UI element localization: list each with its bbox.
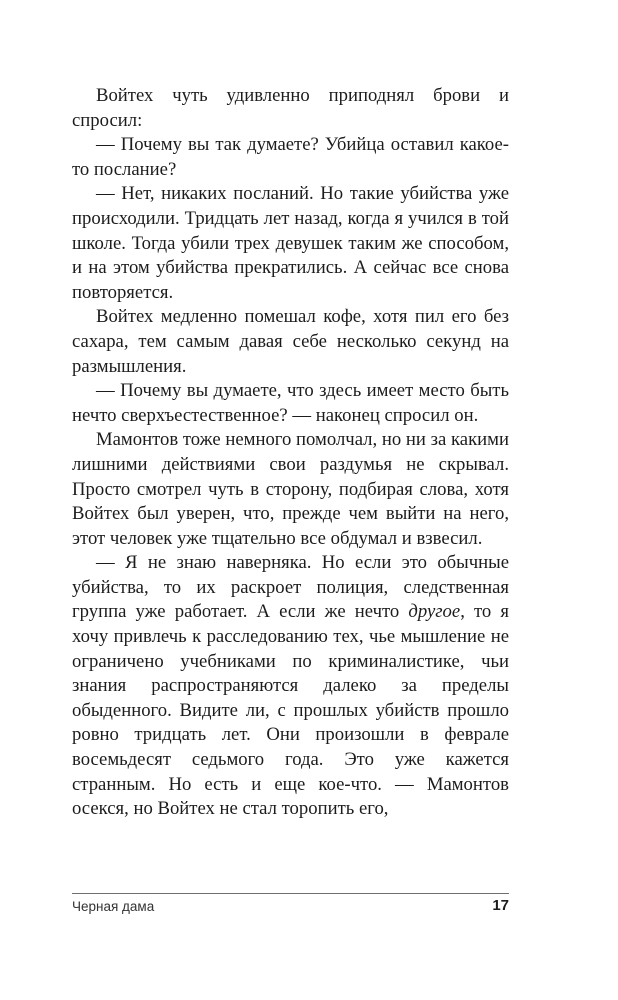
- paragraph: Войтех чуть удивленно приподнял брови и спросил:: [72, 85, 509, 131]
- paragraph-text: , то я хочу привлечь к расследованию тех, чье мышление не ограничено учебниками по криминалистике, чьи знания распространяются далеко за пределы обыденного. Видите ли, с прошлых убийств прошло ровно тридцать лет. Они произошли в феврале восемьдесят седьмого года. Это уже кажется странным. Но есть и еще кое-что. — Мамонтов осекся, но Войтех не стал торопить его,: [72, 601, 509, 820]
- paragraph-text: — Я не знаю наверняка. Но если это обычные убийства, то их раскроет полиция, следственная группа уже работает. А если же нечто: [72, 552, 509, 623]
- paragraph: [72, 551, 509, 822]
- running-footer-title: Черная дама: [72, 899, 155, 914]
- footer-divider: [72, 893, 509, 894]
- italic-word: другое: [408, 601, 461, 623]
- paragraph: — Нет, никаких посланий. Но такие убийства уже происходили. Тридцать лет назад, когда я учился в той школе. Тогда убили трех девушек таким же способом, и на этом убийства прекратились. А сейчас все снова повторяется.: [72, 183, 509, 303]
- paragraph: — Почему вы так думаете? Убийца оставил какое-то послание?: [72, 134, 509, 180]
- body-text: [72, 84, 509, 822]
- paragraph: — Почему вы думаете, что здесь имеет место быть нечто сверхъестественное? — наконец спросил он.: [72, 380, 509, 426]
- paragraph: Войтех медленно помешал кофе, хотя пил его без сахара, тем самым давая себе несколько секунд на размышления.: [72, 306, 509, 377]
- paragraph: Мамонтов тоже немного помолчал, но ни за какими лишними действиями свои раздумья не скрывал. Просто смотрел чуть в сторону, подбирая слова, хотя Войтех был уверен, что, прежде чем выйти на него, этот человек уже тщательно все обдумал и взвесил.: [72, 429, 509, 549]
- page-number: 17: [492, 897, 509, 914]
